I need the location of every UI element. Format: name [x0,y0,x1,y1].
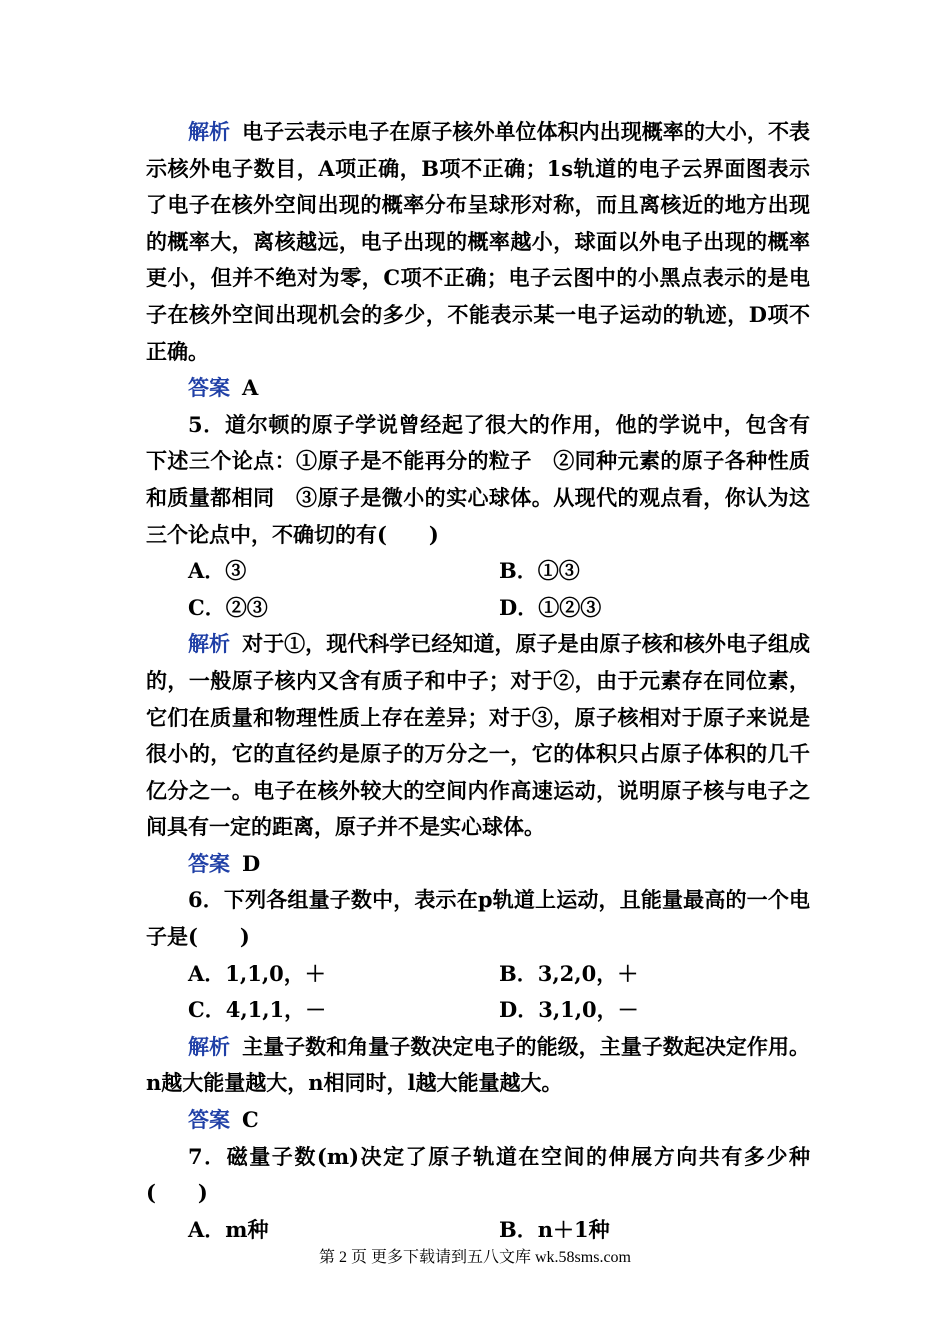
question-paragraph [146,882,810,955]
paragraph-text: A [242,375,259,401]
question-paragraph [146,407,810,553]
options-row [146,956,810,993]
answer-paragraph [146,1102,810,1139]
answer-option: B．3,2,0，＋ [499,960,639,986]
paragraph-text: 主量子数和角量子数决定电子的能级，主量子数起决定作用。n越大能量越大，n相同时，l越大能量越大。 [146,1033,811,1096]
analysis-paragraph [146,114,810,370]
paragraph-text: 对于①，现代科学已经知道，原子是由原子核和核外电子组成的，一般原子核内又含有质子和中子；对于②，由于元素存在同位素，它们在质量和物理性质上存在差异；对于③，原子核相对于原子来说是很小的，它的直径约是原子的万分之一，它的体积只占原子体积的几千亿分之一。电子在核外较大的空间内作高速运动，说明原子核与电子之间具有一定的距离，原子并不是实心球体。 [146,631,811,840]
answer-option: A．③ [188,558,247,584]
answer-option: B．n＋1种 [499,1216,610,1242]
analysis-label: 解析 [188,119,231,144]
answer-label: 答案 [188,850,230,876]
answer-option: A．1,1,0，＋ [188,960,326,986]
analysis-paragraph [146,1029,810,1102]
answer-paragraph [146,370,810,407]
options-row [146,553,810,590]
analysis-label: 解析 [188,631,231,657]
page-footer: 第 2 页 更多下载请到五八文库 wk.58sms.com [318,1249,631,1266]
document-body [146,114,810,1248]
options-row [146,992,810,1029]
question-paragraph [146,1139,810,1212]
answer-option: B．①③ [499,558,580,584]
answer-option: D．①②③ [499,594,602,620]
answer-option: D．3,1,0，－ [499,997,639,1023]
paragraph-text: 5．道尔顿的原子学说曾经起了很大的作用，他的学说中，包含有下述三个论点：①原子是不能再分的粒子 ②同种元素的原子各种性质和质量都相同 ③原子是微小的实心球体。从现代的观点看，你认为这三个论点中，不确切的有( ) [146,411,810,547]
answer-option: C．4,1,1，－ [188,997,327,1023]
answer-paragraph [146,846,810,883]
answer-option: A．m种 [188,1216,269,1242]
options-row [146,590,810,627]
analysis-paragraph [146,626,810,846]
paragraph-text: 电子云表示电子在原子核外单位体积内出现概率的大小，不表示核外电子数目，A项正确，B项不正确；1s轨道的电子云界面图表示了电子在核外空间出现的概率分布呈球形对称，而且离核近的地方出现的概率大，离核越远，电子出现的概率越小，球面以外电子出现的概率更小，但并不绝对为零，C项不正确；电子云图中的小黑点表示的是电子在核外空间出现机会的多少，不能表示某一电子运动的轨迹，D项不正确。 [146,119,811,364]
paragraph-text: 6．下列各组量子数中，表示在p轨道上运动，且能量最高的一个电子是( ) [146,887,810,950]
paragraph-text: D [242,850,261,876]
paragraph-text: C [242,1107,259,1133]
answer-label: 答案 [188,1107,230,1133]
answer-label: 答案 [188,375,230,401]
answer-option: C．②③ [188,594,268,620]
options-row [146,1212,810,1249]
analysis-label: 解析 [188,1033,231,1059]
paragraph-text: 7．磁量子数(m)决定了原子轨道在空间的伸展方向共有多少种( ) [146,1143,810,1206]
